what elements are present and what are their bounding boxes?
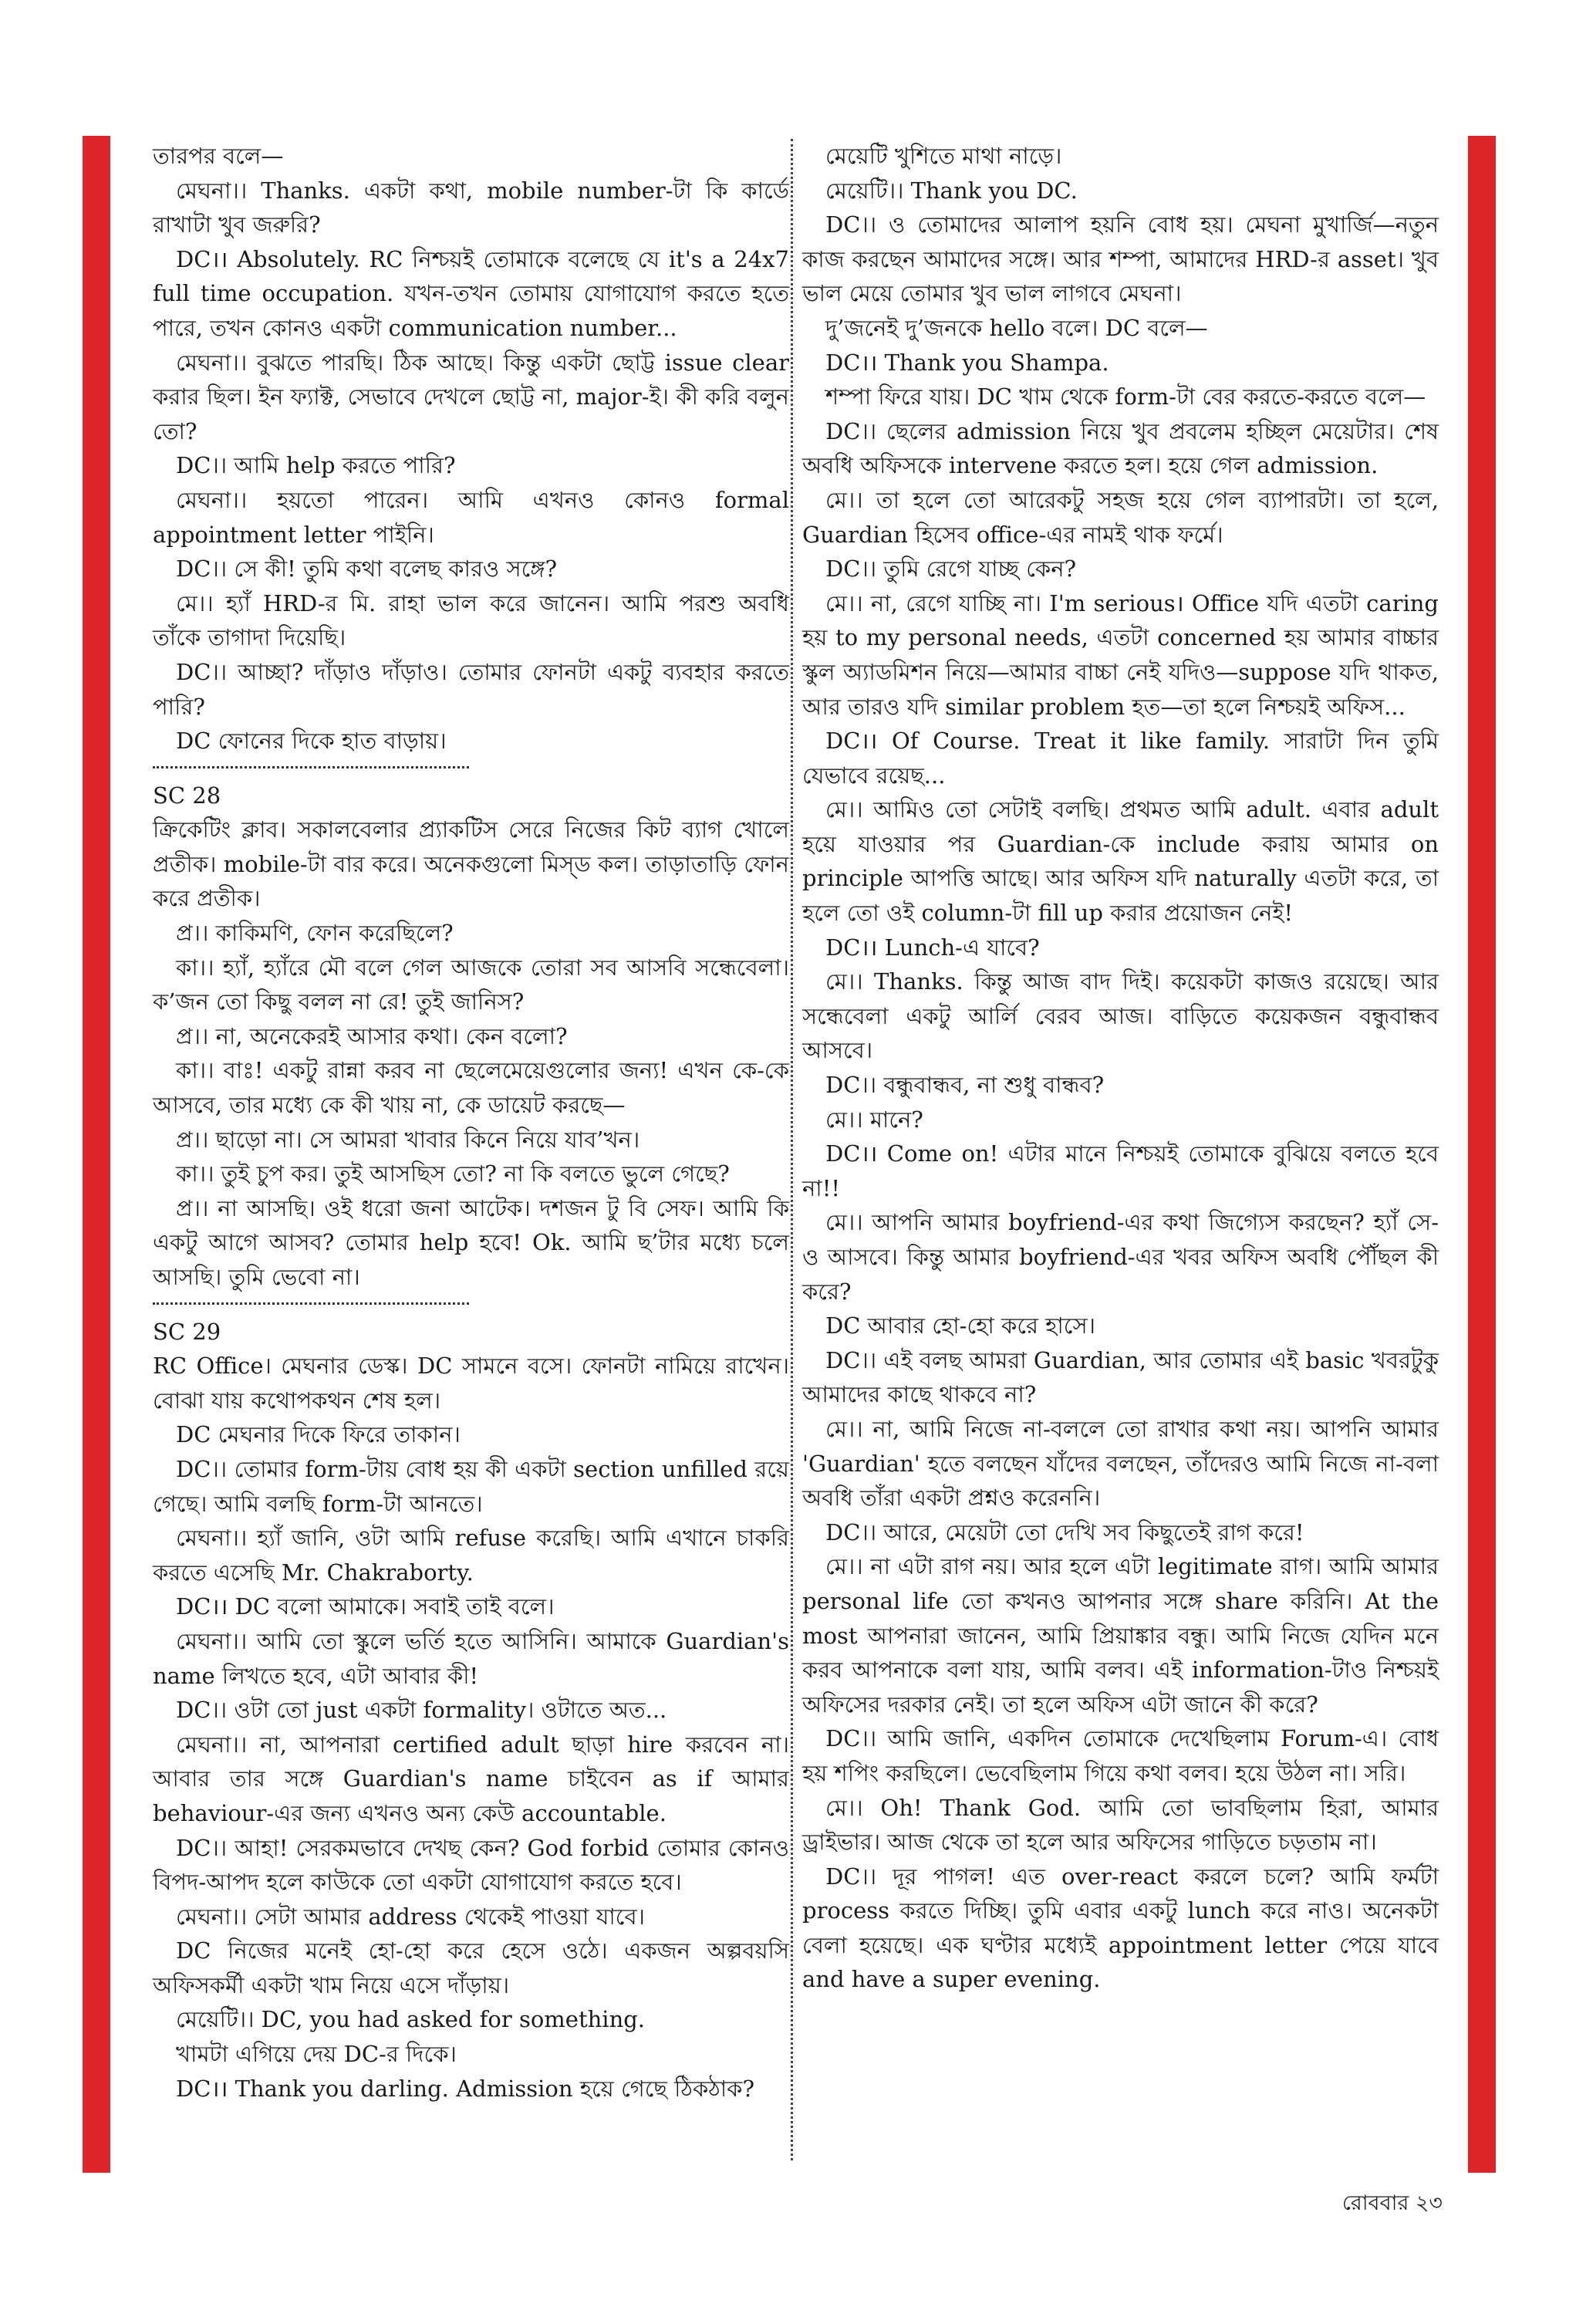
paragraph: DC।। Absolutely. RC নিশ্চয়ই তোমাকে বলেছে যে it's a 24x7 full time occupation. যখন-তখন তোমায় যোগাযোগ করতে হতে পারে, তখন কোনও একটা communication number... <box>153 245 789 341</box>
paragraph: প্র।। ছাড়ো না। সে আমরা খাবার কিনে নিয়ে যাব’খন। <box>176 1126 640 1153</box>
paragraph: মেঘনা।। আমি তো স্কুলে ভর্তি হতে আসিনি। আমাকে Guardian's name লিখতে হবে, এটা আবার কী! <box>153 1627 789 1689</box>
paragraph: RC Office। মেঘনার ডেস্ক। DC সামনে বসে। ফোনটা নামিয়ে রাখেন। বোঝা যায় কথোপকথন শেষ হল। <box>153 1353 789 1414</box>
left-accent-bar <box>83 136 110 2173</box>
paragraph: DC নিজের মনেই হো-হো করে হেসে ওঠে। একজন অল্পবয়সি অফিসকর্মী একটা খাম নিয়ে এসে দাঁড়ায়। <box>153 1937 789 1998</box>
scene-heading: SC 28 <box>153 782 221 809</box>
left-column <box>153 139 789 2106</box>
paragraph: মে।। হ্যাঁ HRD-র মি. রাহা ভাল করে জানেন। আমি পরশু অবধি তাঁকে তাগাদা দিয়েছি। <box>153 589 789 651</box>
right-accent-bar <box>1468 136 1496 2173</box>
paragraph: প্র।। না আসছি। ওই ধরো জনা আটেক। দশজন টু বি সেফ। আমি কি একটু আগে আসব? তোমার help হবে! Ok. আমি ছ’টার মধ্যে চলে আসছি। তুমি ভেবো না। <box>153 1194 789 1290</box>
paragraph: মে।। না, আমি নিজে না-বললে তো রাখার কথা নয়। আপনি আমার 'Guardian' হতে বলছেন যাঁদের বলছেন, তাঁদেরও আমি নিজে না-বলা অবধি তাঁরা একটা প্রশ্নও করেননি। <box>802 1415 1439 1512</box>
paragraph: কা।। হ্যাঁ, হ্যাঁরে মৌ বলে গেল আজকে তোরা সব আসবি সন্ধেবেলা। ক’জন তো কিছু বলল না রে! তুই জানিস? <box>153 954 789 1015</box>
paragraph: DC।। আচ্ছা? দাঁড়াও দাঁড়াও। তোমার ফোনটা একটু ব্যবহার করতে পারি? <box>153 658 789 720</box>
paragraph: দু’জনেই দু’জনকে hello বলে। DC বলে— <box>825 314 1208 341</box>
paragraph: মেঘনা।। না, আপনারা certified adult ছাড়া hire করবেন না। আবার তার সঙ্গে Guardian's name চাইবেন as if আমার behaviour-এর জন্য এখনও অন্য কেউ accountable. <box>153 1731 789 1826</box>
paragraph: মে।। না এটা রাগ নয়। আর হলে এটা legitimate রাগ। আমি আমার personal life তো কখনও আপনার সঙ্গে share করিনি। At the most আপনারা জানেন, আমি প্রিয়াঙ্কার বন্ধু। আমি নিজে যেদিন মনে করব আপনাকে বলা যায়, আমি বলব। এই information-টাও নিশ্চয়ই অফিসের দরকার নেই। তা হলে অফিস এটা জানে কী করে? <box>802 1553 1439 1718</box>
section-separator <box>153 1302 469 1306</box>
paragraph: DC।। এই বলছ আমরা Guardian, আর তোমার এই basic খবরটুকু আমাদের কাছে থাকবে না? <box>802 1346 1439 1408</box>
paragraph: মে।। Thanks. কিন্তু আজ বাদ দিই। কয়েকটা কাজও রয়েছে। আর সন্ধেবেলা একটু আর্লি বেরব আজ। বাড়িতে কয়েকজন বন্ধুবান্ধব আসবে। <box>802 968 1439 1064</box>
paragraph: DC।। আরে, মেয়েটা তো দেখি সব কিছুতেই রাগ করে! <box>825 1518 1304 1545</box>
paragraph: মেয়েটি খুশিতে মাথা নাড়ে। <box>825 143 1062 169</box>
paragraph: মে।। মানে? <box>825 1106 923 1133</box>
paragraph: DC।। আমি help করতে পারি? <box>176 452 456 479</box>
paragraph: মে।। তা হলে তো আরেকটু সহজ হয়ে গেল ব্যাপারটা। তা হলে, Guardian হিসেব office-এর নামই থাক ফর্মে। <box>802 486 1439 548</box>
paragraph: মে।। Oh! Thank God. আমি তো ভাবছিলাম হিরা, আমার ড্রাইভার। আজ থেকে তা হলে আর অফিসের গাড়িতে চড়তাম না। <box>802 1794 1439 1856</box>
paragraph: DC আবার হো-হো করে হাসে। <box>825 1312 1095 1339</box>
paragraph: DC।। আমি জানি, একদিন তোমাকে দেখেছিলাম Forum-এ। বোধ হয় শপিং করছিলে। ভেবেছিলাম গিয়ে কথা বলব। হয়ে উঠল না। সরি। <box>802 1725 1439 1786</box>
paragraph: তারপর বলে— <box>153 143 284 169</box>
page-footer: রোববার ২৩ <box>1341 2191 1443 2215</box>
paragraph: মেঘনা।। বুঝতে পারছি। ঠিক আছে। কিন্তু একটা ছোট্ট issue clear করার ছিল। ইন ফ্যাক্ট, সেভাবে দেখলে ছোট্ট না, major-ই। কী করি বলুন তো? <box>153 349 789 444</box>
paragraph: মেঘনা।। হয়তো পারেন। আমি এখনও কোনও formal appointment letter পাইনি। <box>153 486 789 548</box>
paragraph: DC।। Of Course. Treat it like family. সারাটা দিন তুমি যেভাবে রয়েছ... <box>802 728 1439 789</box>
paragraph: প্র।। কাকিমণি, ফোন করেছিলে? <box>176 920 454 947</box>
paragraph: কা।। তুই চুপ কর। তুই আসছিস তো? না কি বলতে ভুলে গেছে? <box>176 1160 730 1187</box>
paragraph: DC।। DC বলো আমাকে। সবাই তাই বলে। <box>176 1593 555 1620</box>
column-divider <box>791 139 793 2160</box>
paragraph: মেঘনা।। Thanks. একটা কথা, mobile number-টা কি কার্ডে রাখাটা খুব জরুরি? <box>153 177 789 238</box>
paragraph: DC।। Lunch-এ যাবে? <box>825 934 1040 961</box>
paragraph: DC।। বন্ধুবান্ধব, না শুধু বান্ধব? <box>825 1072 1105 1099</box>
paragraph: মেয়েটি।। DC, you had asked for something. <box>176 2006 646 2033</box>
paragraph: DC।। Come on! এটার মানে নিশ্চয়ই তোমাকে বুঝিয়ে বলতে হবে না!! <box>802 1140 1439 1201</box>
section-separator <box>153 766 469 769</box>
paragraph: মেঘনা।। সেটা আমার address থেকেই পাওয়া যাবে। <box>176 1903 645 1930</box>
right-column <box>802 139 1439 1997</box>
paragraph: মে।। আমিও তো সেটাই বলছি। প্রথমত আমি adult. এবার adult হয়ে যাওয়ার পর Guardian-কে include করায় আমার on principle আপত্তি আছে। আর অফিস যদি naturally এতটা করে, তা হলে তো ওই column-টা fill up করার প্রয়োজন নেই! <box>802 796 1439 927</box>
paragraph: খামটা এগিয়ে দেয় DC-র দিকে। <box>176 2041 457 2068</box>
paragraph: DC।। ও তোমাদের আলাপ হয়নি বোধ হয়। মেঘনা মুখার্জি—নতুন কাজ করছেন আমাদের সঙ্গে। আর শম্পা, আমাদের HRD-র asset। খুব ভাল মেয়ে তোমার খুব ভাল লাগবে মেঘনা। <box>802 211 1439 307</box>
paragraph: মে।। না, রেগে যাচ্ছি না। I'm serious। Office যদি এতটা caring হয় to my personal needs, এতটা concerned হয় আমার বাচ্চার স্কুল অ্যাডমিশন নিয়ে—আমার বাচ্চা নেই যদিও—suppose যদি থাকত, আর তারও যদি similar problem হত—তা হলে নিশ্চয়ই অফিস... <box>802 589 1439 720</box>
scene-heading: SC 29 <box>153 1318 221 1345</box>
paragraph: DC।। ওটা তো just একটা formality। ওটাতে অত... <box>176 1697 667 1724</box>
paragraph: মে।। আপনি আমার boyfriend-এর কথা জিগ্যেস করছেন? হ্যাঁ সে-ও আসবে। কিন্তু আমার boyfriend-এর খবর অফিস অবধি পৌঁছল কী করে? <box>802 1209 1439 1305</box>
paragraph: DC।। Thank you darling. Admission হয়ে গেছে ঠিকঠাক? <box>176 2075 755 2102</box>
paragraph: DC।। দূর পাগল! এত over-react করলে চলে? আমি ফর্মটা process করতে দিচ্ছি। তুমি এবার একটু lunch করে নাও। অনেকটা বেলা হয়েছে। এক ঘণ্টার মধ্যেই appointment letter পেয়ে যাবে and have a super evening. <box>802 1863 1439 1993</box>
paragraph: DC মেঘনার দিকে ফিরে তাকান। <box>176 1421 461 1448</box>
paragraph: কা।। বাঃ! একটু রান্না করব না ছেলেমেয়েগুলোর জন্য! এখন কে-কে আসবে, তার মধ্যে কে কী খায় না, কে ডায়েট করছে— <box>153 1057 789 1119</box>
paragraph: DC।। তুমি রেগে যাচ্ছ কেন? <box>825 556 1077 583</box>
paragraph: ক্রিকেটিং ক্লাব। সকালবেলার প্র্যাকটিস সেরে নিজের কিট ব্যাগ খোলে প্রতীক। mobile-টা বার করে। অনেকগুলো মিস্‌ড কল। তাড়াতাড়ি ফোন করে প্রতীক। <box>153 816 789 912</box>
paragraph: মেঘনা।। হ্যাঁ জানি, ওটা আমি refuse করেছি। আমি এখানে চাকরি করতে এসেছি Mr. Chakraborty. <box>153 1525 789 1586</box>
paragraph: DC ফোনের দিকে হাত বাড়ায়। <box>176 728 447 755</box>
paragraph: DC।। তোমার form-টায় বোধ হয় কী একটা section unfilled রয়ে গেছে। আমি বলছি form-টা আনতে। <box>153 1455 789 1517</box>
paragraph: শম্পা ফিরে যায়। DC খাম থেকে form-টা বের করতে-করতে বলে— <box>825 383 1426 410</box>
paragraph: DC।। Thank you Shampa. <box>825 349 1109 376</box>
paragraph: প্র।। না, অনেকেরই আসার কথা। কেন বলো? <box>176 1022 568 1049</box>
paragraph: মেয়েটি।। Thank you DC. <box>825 177 1078 204</box>
paragraph: DC।। আহা! সেরকমভাবে দেখছ কেন? God forbid তোমার কোনও বিপদ-আপদ হলে কাউকে তো একটা যোগাযোগ করতে হবে। <box>153 1834 789 1896</box>
paragraph: DC।। ছেলের admission নিয়ে খুব প্রবলেম হচ্ছিল মেয়েটার। শেষ অবধি অফিসকে intervene করতে হল। হয়ে গেল admission. <box>802 417 1439 479</box>
paragraph: DC।। সে কী! তুমি কথা বলেছ কারও সঙ্গে? <box>176 556 558 583</box>
